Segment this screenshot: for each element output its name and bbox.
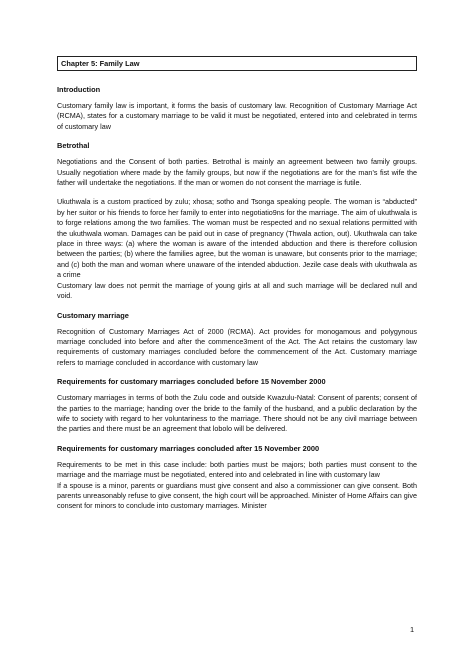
betrothal-paragraph-1: Negotiations and the Consent of both parties. Betrothal is mainly an agreement between two family groups. Usually negotiation where made by the family groups, but now if the negotiations are for the man’s fist wife the father will undertake the negotiations. If the man or women do not consent the marriage is futile. <box>57 157 417 188</box>
before-2000-heading: Requirements for customary marriages concluded before 15 November 2000 <box>57 377 326 387</box>
introduction-paragraph: Customary family law is important, it forms the basis of customary law. Recognition of Customary Marriage Act (RCMA), states for a customary marriage to be valid it must be negotiated, entered into and celebrated in terms of customary law <box>57 101 417 131</box>
after-2000-paragraph-1: Requirements to be met in this case include: both parties must be majors; both parties must consent to the marriage and the marriage must be negotiated, entered into and celebrated in line with customary law <box>57 459 417 480</box>
customary-marriage-heading: Customary marriage <box>57 310 129 320</box>
betrothal-heading: Betrothal <box>57 141 90 151</box>
page-number: 1 <box>410 625 415 634</box>
before-2000-paragraph: Customary marriages in terms of both the Zulu code and outside Kwazulu-Natal: Consent of parents; consent of the parties to the marriage; handing over the bride to the family of the husband, and a public declaration by the wife to society with regard to her voluntariness to the marriage. There should not be any civil marriage between the parties and there must be an agreement that lobolo will be delivered. <box>57 393 417 434</box>
document-page <box>57 56 417 521</box>
after-2000-paragraph-2: If a spouse is a minor, parents or guardians must give consent and also a commissioner can give consent. Both parents unreasonably refuse to give consent, the high court will be approached. Minister of Home Affairs can give consent for minors to conclude into customary marriages. Minister <box>57 480 417 511</box>
betrothal-paragraph-3: Customary law does not permit the marriage of young girls at all and such marriage will be declared null and void. <box>57 280 417 301</box>
customary-marriage-paragraph: Recognition of Customary Marriages Act of 2000 (RCMA). Act provides for monogamous and polygynous marriage concluded into before and after the commence3ment of the Act. The Act retains the customary law requirements of customary marriages concluded before the commencement of the Act. Customary marriage refers to marriage concluded in accordance with customary law <box>57 326 417 367</box>
after-2000-heading: Requirements for customary marriages concluded after 15 November 2000 <box>57 443 320 453</box>
introduction-heading: Introduction <box>57 85 101 94</box>
betrothal-paragraph-2: Ukuthwala is a custom practiced by zulu; xhosa; sotho and Tsonga speaking people. The woman is “abducted” by her suitor or his friends to force her family to enter into negotiatio9ns for the marriage. The aim of ukuthwala is to forge relations among the two families. The woman must be respected and no sexual relations permitted with the ukuthwala woman. Damages can be paid out in case of pregnancy (Thwala action, out). Ukuthwala can take place in three ways: (a) where the woman is aware of the intended abduction and there is therefore collusion between the parties; (b) where the families agree, but the woman is unaware, but consents prior to the marriage; and (c) both the man and woman where unaware of the intended abduction. Jezile case deals with ukuthwala as a crime <box>57 197 417 280</box>
chapter-title: Chapter 5: Family Law <box>57 56 417 71</box>
